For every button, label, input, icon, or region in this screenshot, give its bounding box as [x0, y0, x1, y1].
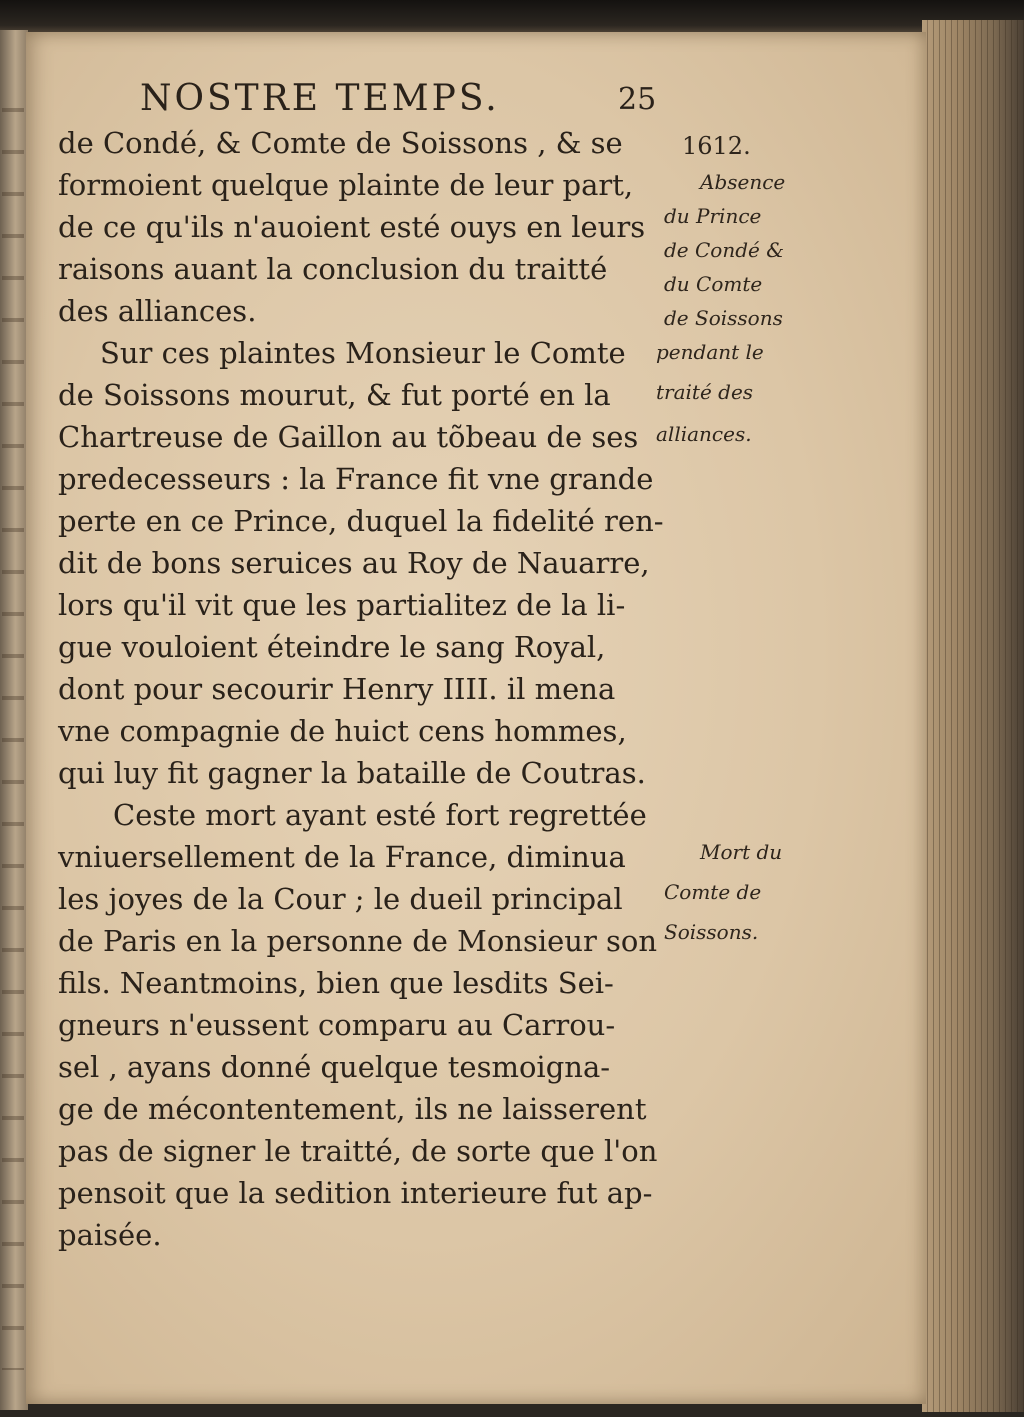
body-line: predecesseurs : la France fit vne grande: [58, 462, 654, 496]
margin-note-line: Comte de: [664, 880, 762, 904]
margin-note-line: Mort du: [700, 840, 783, 864]
body-line: vniuersellement de la France, diminua: [58, 840, 626, 874]
body-line: Ceste mort ayant esté fort regrettée: [113, 798, 647, 832]
body-line: des alliances.: [58, 294, 257, 328]
body-line: pensoit que la sedition interieure fut ap-: [58, 1176, 653, 1210]
page-number: 25: [618, 82, 657, 117]
body-line: sel , ayans donné quelque tesmoigna-: [58, 1050, 611, 1084]
body-line: vne compagnie de huict cens hommes,: [58, 714, 627, 748]
body-line: gue vouloient éteindre le sang Royal,: [58, 630, 606, 664]
margin-note-line: de Soissons: [664, 306, 783, 330]
margin-note-line: du Prince: [664, 204, 762, 228]
margin-note-line: de Condé &: [664, 238, 785, 262]
body-line: dit de bons seruices au Roy de Nauarre,: [58, 546, 650, 580]
body-line: Chartreuse de Gaillon au tõbeau de ses: [58, 420, 639, 454]
page-stack-edge: [922, 20, 1024, 1412]
body-line: dont pour secourir Henry IIII. il mena: [58, 672, 616, 706]
margin-note-line: traité des: [656, 380, 754, 404]
running-head-title: NOSTRE TEMPS.: [140, 78, 500, 119]
margin-year: 1612.: [682, 132, 751, 160]
body-line: ge de mécontentement, ils ne laisserent: [58, 1092, 647, 1126]
body-line: raisons auant la conclusion du traitté: [58, 252, 608, 286]
margin-note-line: pendant le: [656, 340, 764, 364]
body-line: pas de signer le traitté, de sorte que l'on: [58, 1134, 658, 1168]
body-line: fils. Neantmoins, bien que lesdits Sei-: [58, 966, 614, 1000]
body-text: [58, 122, 668, 1252]
margin-note-line: Absence: [700, 170, 786, 194]
body-line: formoient quelque plainte de leur part,: [58, 168, 634, 202]
body-line: de Condé, & Comte de Soissons , & se: [58, 126, 623, 160]
body-line: gneurs n'eussent comparu au Carrou-: [58, 1008, 616, 1042]
left-page-edge: [0, 30, 28, 1410]
body-line: de Soissons mourut, & fut porté en la: [58, 378, 611, 412]
body-line: de ce qu'ils n'auoient esté ouys en leurs: [58, 210, 646, 244]
body-line: perte en ce Prince, duquel la fidelité ren-: [58, 504, 664, 538]
body-line: lors qu'il vit que les partialitez de la li-: [58, 588, 626, 622]
body-line: qui luy fit gagner la bataille de Coutras.: [58, 756, 646, 790]
margin-note-line: alliances.: [656, 422, 752, 446]
body-line: paisée.: [58, 1218, 162, 1252]
body-line: les joyes de la Cour ; le dueil principal: [58, 882, 623, 916]
body-line: Sur ces plaintes Monsieur le Comte: [100, 336, 626, 370]
body-line: de Paris en la personne de Monsieur son: [58, 924, 658, 958]
top-shadow: [0, 0, 1024, 36]
margin-note-line: Soissons.: [664, 920, 759, 944]
margin-note-line: du Comte: [664, 272, 763, 296]
running-head: [140, 78, 660, 128]
